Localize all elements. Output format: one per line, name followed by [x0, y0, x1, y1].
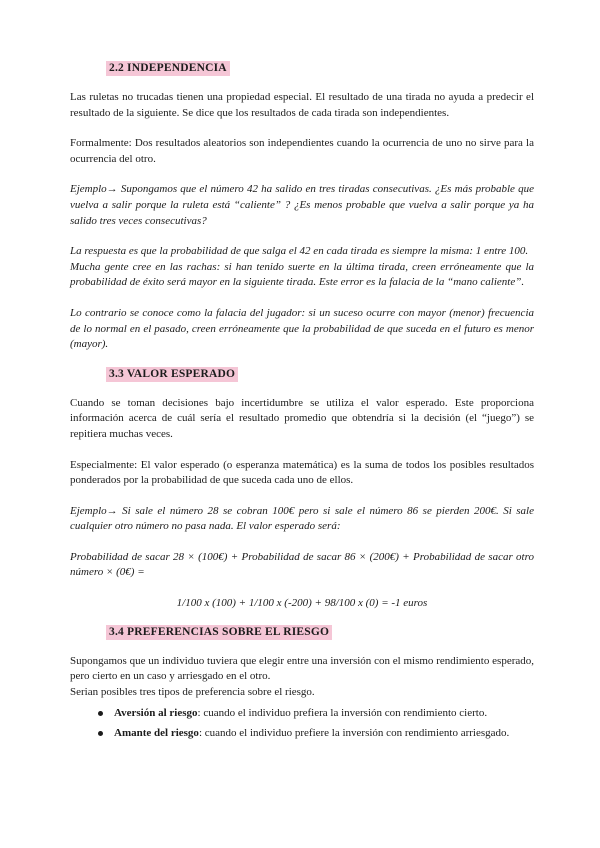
bullet-term: Amante del riesgo	[114, 727, 199, 740]
bullet-icon	[98, 731, 103, 736]
list-item-amante	[98, 725, 534, 741]
expected-value-formula: 1/100 x (100) + 1/100 x (-200) + 98/100 x (0) = -1 euros	[176, 597, 428, 610]
paragraph-probabilidad: Probabilidad de sacar 28 × (100€) + Probabilidad de sacar 86 × (200€) + Probabilidad de sacar otro número × (0€) =	[70, 550, 534, 579]
paragraph-especialmente: Especialmente: El valor esperado (o esperanza matemática) es la suma de todos los posibles resultados ponderados por la probabilidad de que suceda cada uno de ellos.	[70, 458, 534, 487]
highlighted-heading-text: 3.3 VALOR ESPERADO	[106, 367, 238, 382]
paragraph-ruletas: Las ruletas no trucadas tienen una propiedad especial. El resultado de una tirada no ayuda a predecir el resultado de la siguiente. Se dice que los resultados de cada tirada son independientes.	[70, 91, 534, 119]
risk-preference-list	[70, 705, 534, 741]
paragraph-respuesta: La respuesta es que la probabilidad de que salga el 42 en cada tirada es siempre la misma: 1 entre 100.	[70, 245, 529, 258]
bullet-text: : cuando el individuo prefiere la inversión con rendimiento arriesgado.	[198, 727, 510, 740]
bullet-icon	[98, 711, 103, 716]
highlighted-heading-text: 3.4 PREFERENCIAS SOBRE EL RIESGO	[106, 625, 332, 640]
section-heading-preferencias	[106, 626, 534, 638]
paragraph-serian: Serian posibles tres tipos de preferencia sobre el riesgo.	[70, 685, 315, 698]
paragraph-supongamos: Supongamos que un individuo tuviera que elegir entre una inversión con el mismo rendimiento esperado, pero cierto en un caso y arriesgado en el otro.	[70, 654, 534, 683]
highlighted-heading-text: 2.2 INDEPENDENCIA	[106, 61, 230, 76]
paragraph-ejemplo-valor: Ejemplo→ Si sale el número 28 se cobran 100€ pero si sale el número 86 se pierden 200€. Si sale cualquier otro número no pasa nada. El valor esperado será:	[70, 504, 534, 533]
section-heading-valor-esperado	[106, 368, 534, 380]
section-heading-independencia	[106, 62, 534, 74]
list-item-aversion	[98, 705, 534, 721]
paragraph-formalmente: Formalmente: Dos resultados aleatorios son independientes cuando la ocurrencia de uno no sirve para la ocurrencia del otro.	[70, 137, 534, 165]
paragraph-cuando: Cuando se toman decisiones bajo incertidumbre se utiliza el valor esperado. Este proporciona información acerca de cuál sería el resultado promedio que obtendría si la decisión (el “juego”) se repitiera muchas veces.	[70, 396, 534, 440]
paragraph-ejemplo-ruleta: Ejemplo→ Supongamos que el número 42 ha salido en tres tiradas consecutivas. ¿Es más probable que vuelva a salir porque la ruleta está “caliente” ? ¿Es menos probable que vuelva a salir porque ya ha salido tres veces consecutivas?	[70, 183, 534, 227]
bullet-text: : cuando el individuo prefiera la inversión con rendimiento cierto.	[197, 707, 488, 720]
bullet-term: Aversión al riesgo	[114, 707, 198, 720]
paragraph-rachas: Mucha gente cree en las rachas: si han tenido suerte en la última tirada, creen erróneamente que la probabilidad de éxito será mayor en la siguiente tirada. Este error es la falacia de la “mano caliente”.	[70, 260, 534, 289]
paragraph-falacia-jugador: Lo contrario se conoce como la falacia del jugador: si un suceso ocurre con mayor (menor) frecuencia de lo normal en el pasado, creen erróneamente que la probabilidad de que suceda en el futuro es menor (mayor).	[70, 306, 534, 351]
